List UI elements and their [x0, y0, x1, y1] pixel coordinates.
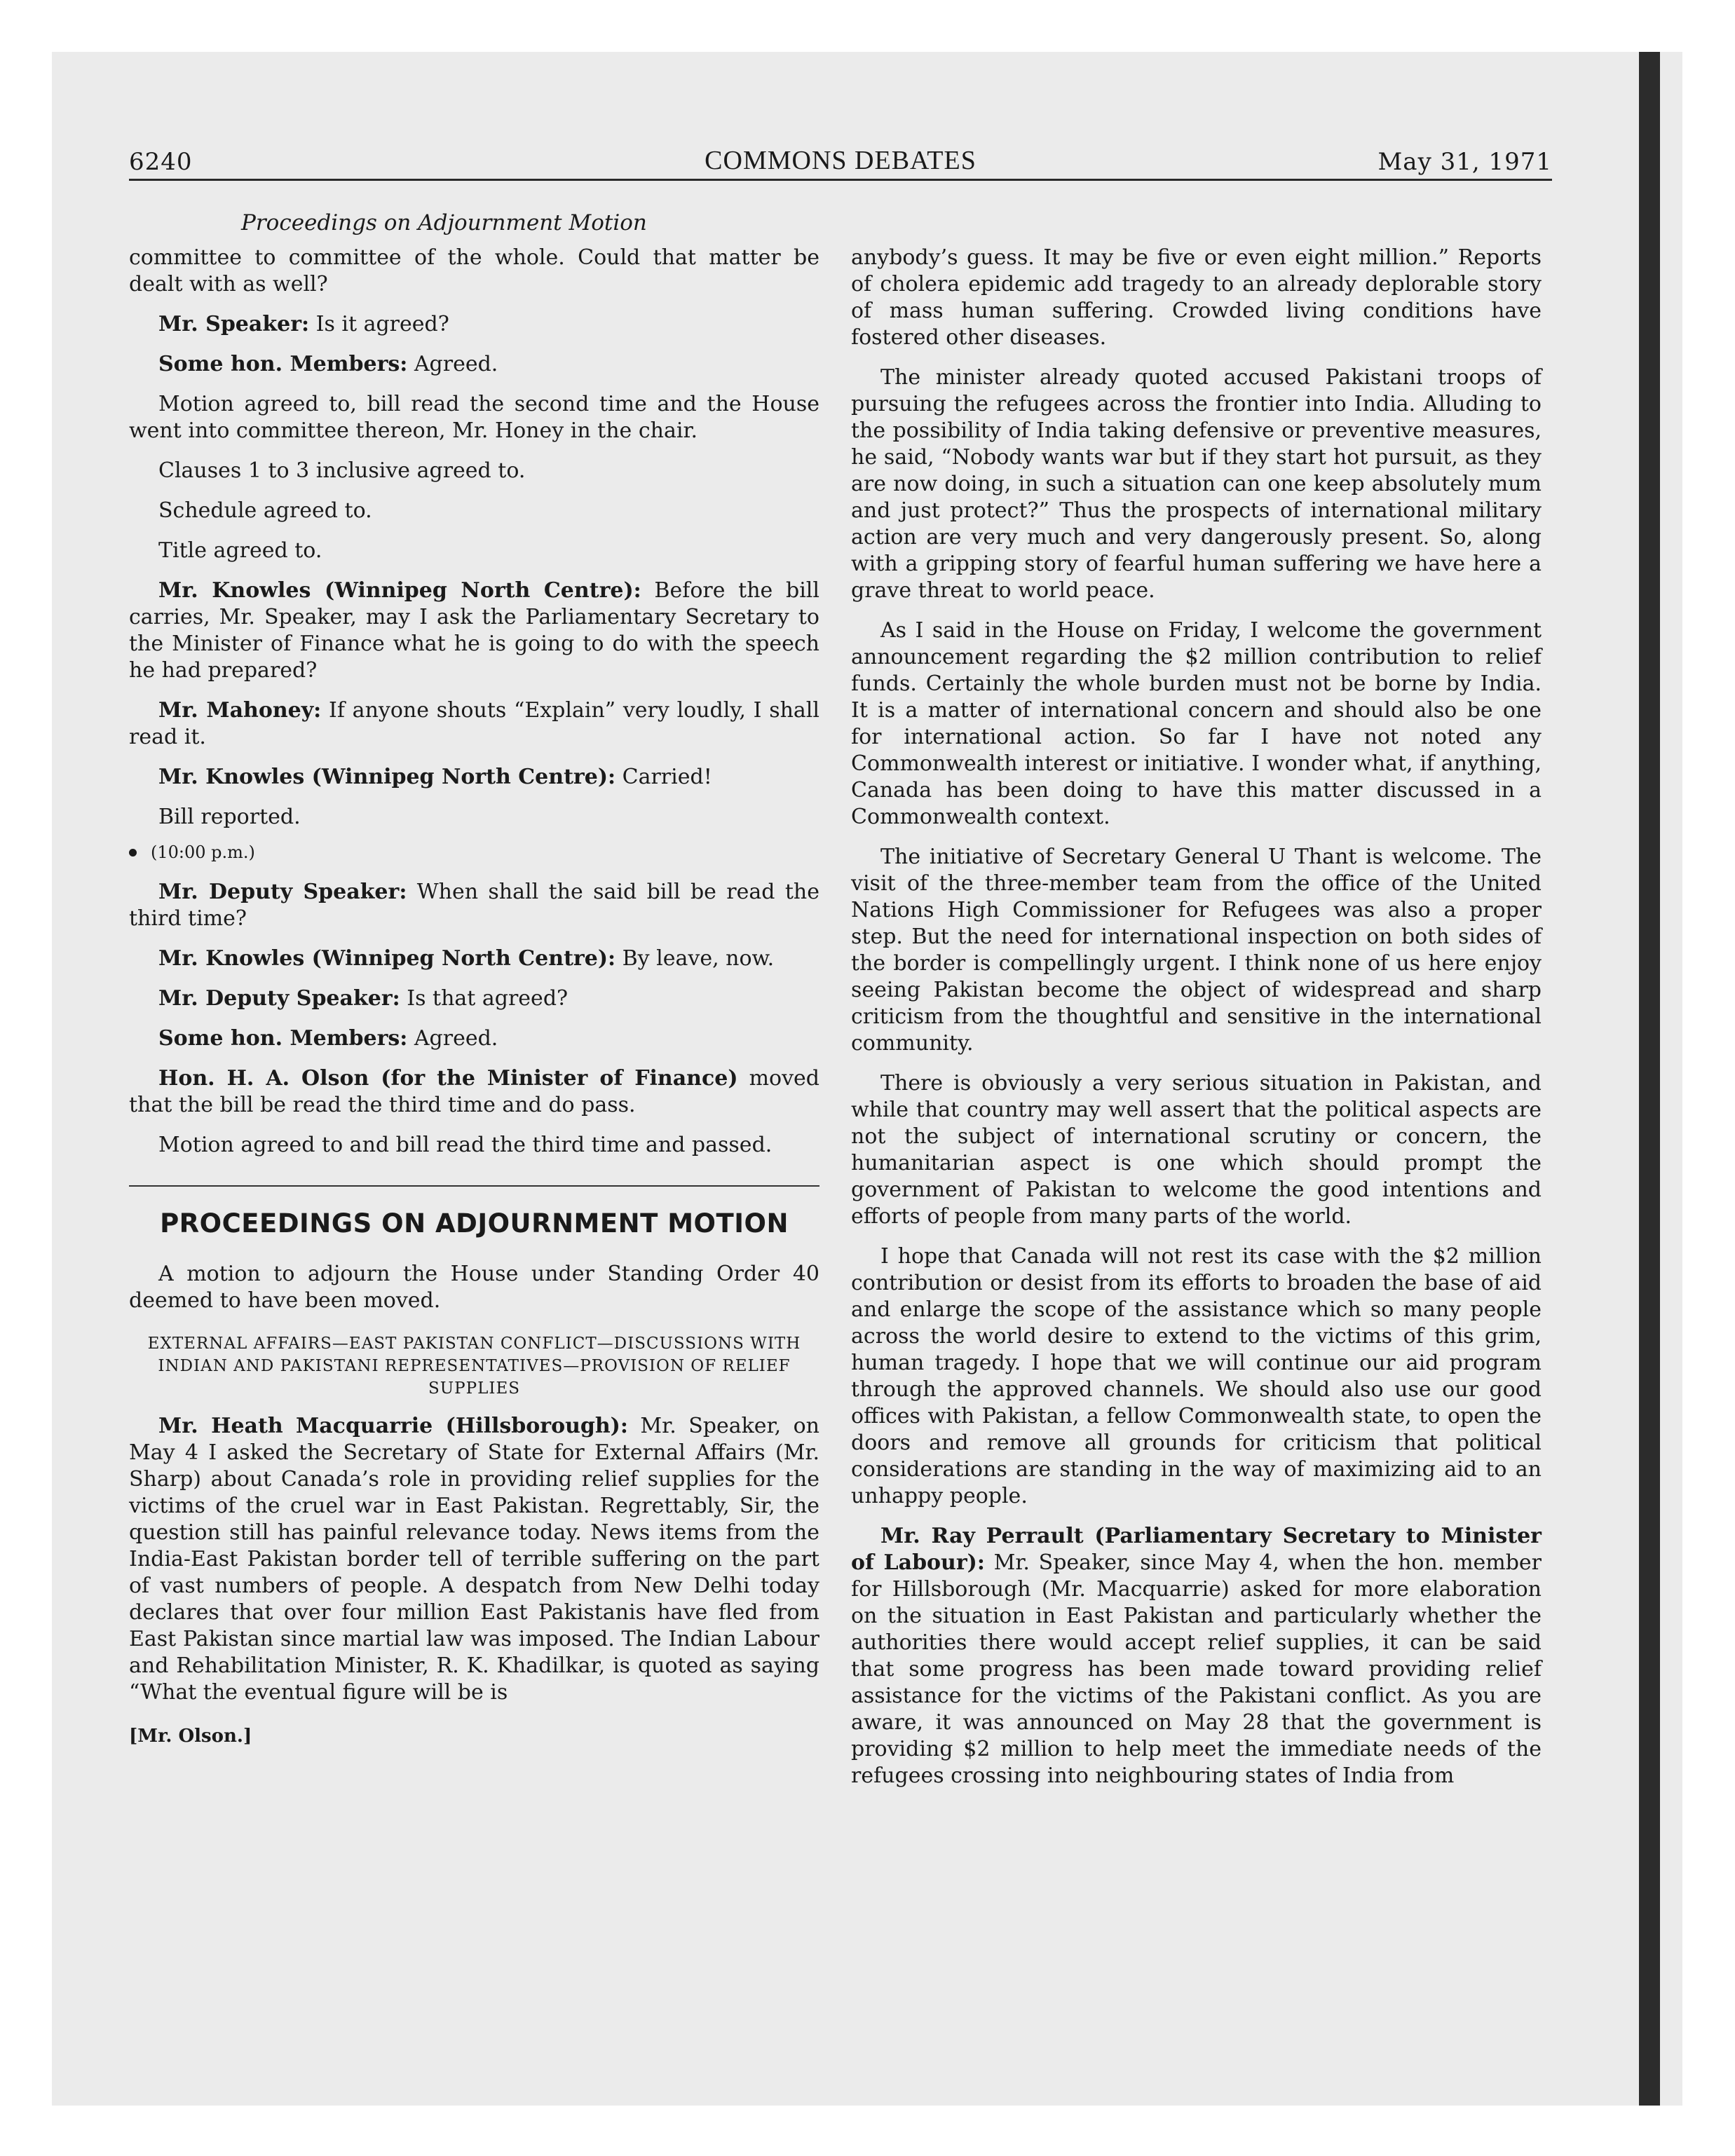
paragraph: The initiative of Secretary General U Thant is welcome. The visit of the three-member team from the office of the United Nations High Commissioner for Refugees was also a proper step. But the need for international inspection on both sides of the border is compellingly urgent. I think none of us here enjoy seeing Pakistan become the object of widespread and sharp criticism from the thoughtful and sensitive in the international community. [851, 845, 1542, 1056]
speech-text: Is it agreed? [309, 312, 449, 336]
time-text: (10:00 p.m.) [151, 842, 255, 862]
scan-edge-shadow [1639, 52, 1660, 2106]
page-number: 6240 [129, 148, 193, 176]
paragraph: Bill reported. [158, 805, 301, 829]
speaker-name: Some hon. Members: [158, 1026, 408, 1051]
running-head: Proceedings on Adjournment Motion [241, 210, 647, 236]
section-divider [129, 1185, 819, 1187]
speaker-name: Mr. Heath Macquarrie (Hillsborough): [158, 1414, 628, 1438]
speaker-name: Mr. Mahoney: [158, 698, 322, 723]
speech [129, 764, 819, 791]
paragraph: Clauses 1 to 3 inclusive agreed to. [158, 458, 526, 483]
speech [129, 1025, 819, 1052]
paragraph: A motion to adjourn the House under Standing Order 40 deemed to have been moved. [129, 1262, 819, 1313]
speech-text: If anyone shouts “Explain” very loudly, I shall read it. [129, 698, 819, 749]
right-column [851, 245, 1542, 1789]
speech [129, 697, 819, 751]
paragraph: committee to committee of the whole. Could that matter be dealt with as well? [129, 245, 819, 296]
paragraph: anybody’s guess. It may be five or even eight million.” Reports of cholera epidemic add tragedy to an already deplorable story of mass human suffering. Crowded living conditions have fostered other diseases. [851, 245, 1542, 350]
time-marker [129, 839, 819, 866]
paragraph: Motion agreed to, bill read the second time and the House went into committee thereon, Mr. Honey in the chair. [129, 392, 819, 443]
speaker-name: Mr. Knowles (Winnipeg North Centre): [158, 765, 616, 789]
speaker-name: Mr. Knowles (Winnipeg North Centre): [158, 946, 616, 971]
speech-text: Mr. Speaker, on May 4 I asked the Secretary of State for External Affairs (Mr. Sharp) about Canada’s role in providing relief supplies for the victims of the cruel war in East Pakistan. Regrettably, Sir, the question still has painful relevance today. News items from the India-East Pakistan border tell of terrible suffering on the part of vast numbers of people. A despatch from New Delhi today declares that over four million East Pakistanis have fled from East Pakistan since martial law was imposed. The Indian Labour and Rehabilitation Minister, R. K. Khadilkar, is quoted as saying “What the eventual figure will be is [129, 1414, 819, 1705]
speech [129, 1413, 819, 1706]
speech-text: Agreed. [407, 1026, 498, 1051]
speech-text: By leave, now. [615, 946, 775, 971]
publication-title: COMMONS DEBATES [705, 146, 977, 175]
section-title: PROCEEDINGS ON ADJOURNMENT MOTION [160, 1208, 789, 1239]
speech-text: When shall the said bill be read the third time? [129, 880, 819, 931]
speech-text: Mr. Speaker, since May 4, when the hon. member for Hillsborough (Mr. Macquarrie) asked for more elaboration on the situation in East Pakistan and particularly whether the authorities there would accept relief supplies, it can be said that some progress has been made toward providing relief assistance for the victims of the Pakistani conflict. As you are aware, it was announced on May 28 that the government is providing $2 million to help meet the immediate needs of the refugees crossing into neighbouring states of India from [851, 1550, 1542, 1788]
speech [129, 1065, 819, 1119]
speech-text: Before the bill carries, Mr. Speaker, may I ask the Parliamentary Secretary to the Minister of Finance what he is going to do with the speech he had prepared? [129, 578, 819, 683]
paragraph: There is obviously a very serious situation in Pakistan, and while that country may well assert that the political aspects are not the subject of international scrutiny or concern, the humanitarian aspect is one which should prompt the government of Pakistan to welcome the good intentions and efforts of people from many parts of the world. [851, 1071, 1542, 1229]
paragraph: Title agreed to. [158, 538, 322, 563]
speaker-name: Mr. Ray Perrault (Parliamentary Secretary to Minister of Labour): [851, 1524, 1542, 1575]
speech [129, 985, 819, 1012]
speaker-name: Some hon. Members: [158, 352, 408, 376]
page-header [129, 146, 1552, 181]
speech-text: moved that the bill be read the third time and do pass. [129, 1066, 819, 1117]
paragraph: The minister already quoted accused Pakistani troops of pursuing the refugees across the frontier into India. Alluding to the possibility of India taking defensive or preventive measures, he said, “Nobody wants war but if they start hot pursuit, as they are now doing, in such a situation can one keep absolutely mum and just protect?” Thus the prospects of international military action are very much and very dangerously present. So, along with a gripping story of fearful human suffering we have here a grave threat to world peace. [851, 365, 1542, 603]
bullet-icon [129, 849, 137, 857]
paragraph: Schedule agreed to. [158, 498, 372, 523]
footnote: [Mr. Olson.] [129, 1726, 252, 1747]
speech [129, 879, 819, 932]
subsection-heading: EXTERNAL AFFAIRS—EAST PAKISTAN CONFLICT—DISCUSSIONS WITH INDIAN AND PAKISTANI REPRESENTATIVES—PROVISION OF RELIEF SUPPLIES [147, 1335, 801, 1398]
speech-text: Agreed. [407, 352, 498, 376]
speech [129, 946, 819, 972]
speaker-name: Mr. Speaker: [158, 312, 310, 336]
speaker-name: Hon. H. A. Olson (for the Minister of Finance) [158, 1066, 738, 1091]
speaker-name: Mr. Deputy Speaker: [158, 880, 407, 904]
speech [129, 578, 819, 684]
speaker-name: Mr. Knowles (Winnipeg North Centre): [158, 578, 641, 603]
page-date: May 31, 1971 [1377, 148, 1552, 176]
speech-text: Is that agreed? [400, 986, 569, 1011]
paragraph: Motion agreed to and bill read the third time and passed. [158, 1133, 773, 1157]
speaker-name: Mr. Deputy Speaker: [158, 986, 400, 1011]
left-column [129, 245, 819, 1749]
paragraph: I hope that Canada will not rest its case with the $2 million contribution or desist from its efforts to broaden the base of aid and enlarge the scope of the assistance which so many people across the world desire to extend to the victims of this grim, human tragedy. I hope that we will continue our aid program through the approved channels. We should also use our good offices with Pakistan, a fellow Commonwealth state, to open the doors and remove all grounds for criticism that political considerations are standing in the way of maximizing aid to an unhappy people. [851, 1244, 1542, 1508]
paragraph: As I said in the House on Friday, I welcome the government announcement regarding the $2 million contribution to relief funds. Certainly the whole burden must not be borne by India. It is a matter of international concern and should also be one for international action. So far I have not noted any Commonwealth interest or initiative. I wonder what, if anything, Canada has been doing to have this matter discussed in a Commonwealth context. [851, 618, 1542, 829]
speech-text: Carried! [615, 765, 712, 789]
speech [129, 351, 819, 378]
speech [129, 311, 819, 338]
speech [851, 1523, 1542, 1789]
